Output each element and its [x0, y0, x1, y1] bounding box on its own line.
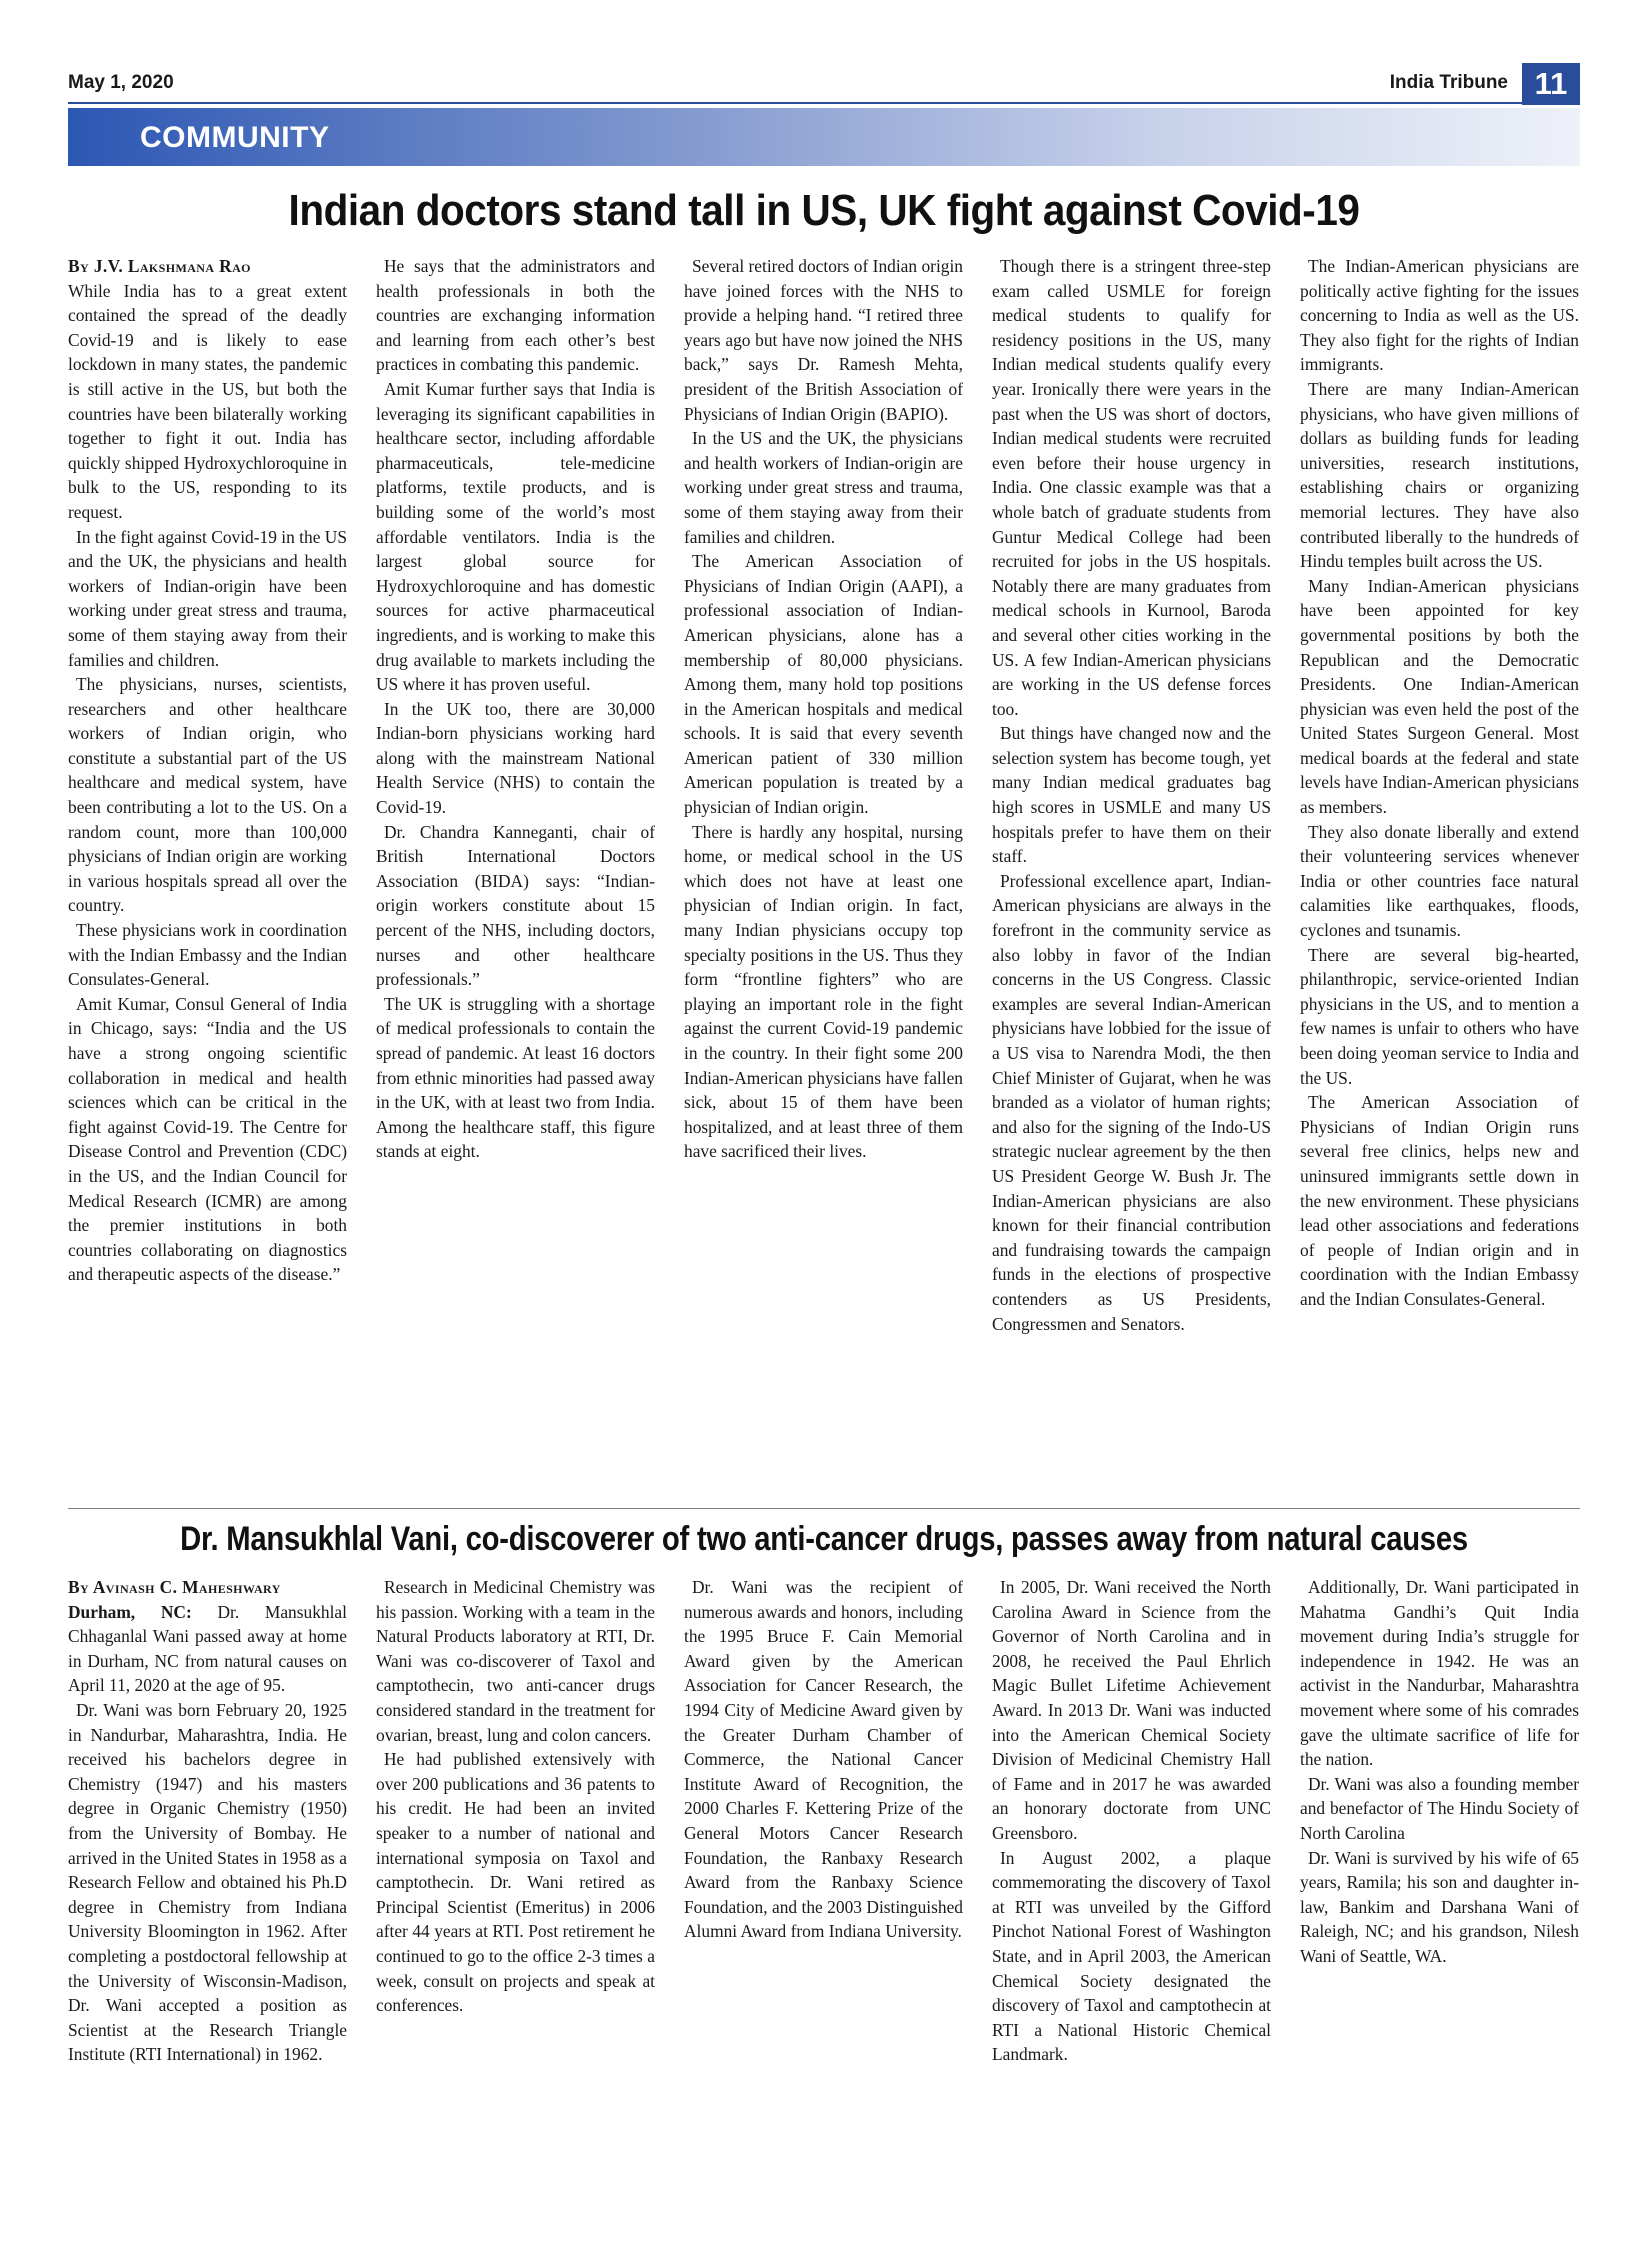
article-divider [68, 1508, 1580, 1509]
article1-paragraph: Many Indian-American physicians have been appointed for key governmental positions by both the Republican and the Democratic Presidents. One Indian-American physician was even held the post of the United States Surgeon General. Most medical boards at the federal and state levels have Indian-American physicians as members. [1300, 575, 1579, 818]
page-number: 11 [1522, 63, 1580, 105]
article2-byline: By Avinash C. Maheshwary [68, 1577, 281, 1597]
article1-paragraph: Dr. Chandra Kanneganti, chair of British International Doctors Association (BIDA) says: “Indian-origin workers constitute about 15 percent of the NHS, including doctors, nurses and other healthcare professionals.” [376, 821, 655, 990]
article1-paragraph: Several retired doctors of Indian origin have joined forces with the NHS to provide a helping hand. “I retired three years ago but have now joined the NHS back,” says Dr. Ramesh Mehta, president of the British Association of Physicians of Indian Origin (BAPIO). [684, 256, 963, 424]
article2-column-5 [1300, 1575, 1579, 2215]
article1-paragraph: While India has to a great extent contained the spread of the deadly Covid-19 and is likely to ease lockdown in many states, the pandemic is still active in the US, but both the countries have been bilaterally working together to fight it out. India has quickly shipped Hydroxychloroquine in bulk to the US, responding to its request. [68, 280, 347, 522]
article2-lead: Dr. Mansukhlal Chhaganlal Wani passed away at home in Durham, NC from natural causes on April 11, 2020 at the age of 95. [68, 1601, 347, 1696]
article1-paragraph: They also donate liberally and extend their volunteering services whenever India or other countries face natural calamities like earthquakes, floods, cyclones and tsunamis. [1300, 821, 1579, 941]
article1-body [68, 254, 1580, 1496]
article2-paragraph: Dr. Wani was the recipient of numerous awards and honors, including the 1995 Bruce F. Cain Memorial Award given by the American Association for Cancer Research, the 1994 City of Medicine Award given by the Greater Durham Chamber of Commerce, the National Cancer Institute Award of Recognition, the 2000 Charles F. Kettering Prize of the General Motors Cancer Research Foundation, the Ranbaxy Research Award from the Ranbaxy Science Foundation, and the 2003 Distinguished Alumni Award from Indiana University. [684, 1577, 963, 1942]
article1-column-4 [992, 254, 1271, 1496]
article2-dateline: Durham, NC: [68, 1601, 192, 1622]
article1-byline: By J.V. Lakshmana Rao [68, 256, 251, 276]
article1-paragraph: In the US and the UK, the physicians and health workers of Indian-origin are working under great stress and trauma, some of them staying away from their families and children. [684, 428, 963, 547]
article2-column-1 [68, 1575, 347, 2215]
article2-paragraph: He had published extensively with over 200 publications and 36 patents to his credit. He had been an invited speaker to a number of national and international symposia on Taxol and camptothecin. Dr. Wani retired as Principal Scientist (Emeritus) in 2006 after 44 years at RTI. Post retirement he continued to go to the office 2-3 times a week, consult on projects and speak at conferences. [376, 1749, 655, 2016]
article1-paragraph: These physicians work in coordination with the Indian Embassy and the Indian Consulates-General. [68, 920, 347, 990]
article2-paragraph: In August 2002, a plaque commemorating the discovery of Taxol at RTI was unveiled by the Gifford Pinchot National Forest of Washington State, and in April 2003, the American Chemical Society designated the discovery of Taxol and camptothecin at RTI a National Historic Chemical Landmark. [992, 1847, 1271, 2065]
header-rule [68, 102, 1523, 104]
article1-paragraph: The Indian-American physicians are politically active fighting for the issues concerning to India as well as the US. They also fight for the rights of Indian immigrants. [1300, 256, 1579, 375]
article1-column-2 [376, 254, 655, 1496]
article1-paragraph: The American Association of Physicians of Indian Origin (AAPI), a professional association of Indian-American physicians, alone has a membership of 80,000 physicians. Among them, many hold top positions in the American hospitals and medical schools. It is said that every seventh American patient of 330 million American population is treated by a physician of Indian origin. [684, 551, 963, 818]
article2-paragraph: In 2005, Dr. Wani received the North Carolina Award in Science from the Governor of North Carolina and in 2008, he received the Paul Ehrlich Magic Bullet Lifetime Achievement Award. In 2013 Dr. Wani was inducted into the American Chemical Society Division of Medicinal Chemistry Hall of Fame and in 2017 he was awarded an honorary doctorate from UNC Greensboro. [992, 1577, 1271, 1843]
article1-paragraph: Though there is a stringent three-step exam called USMLE for foreign medical students to qualify for residency positions in the US, many Indian medical students qualify every year. Ironically there were years in the past when the US was short of doctors, Indian medical students were recruited even before their house urgency in India. One classic example was that a whole batch of graduate students from Guntur Medical College had been recruited for jobs in the US hospitals. Notably there are many graduates from medical schools in Kurnool, Baroda and several other cities working in the US. A few Indian-American physicians are working in the US defense forces too. [992, 256, 1271, 719]
article2-paragraph [68, 1600, 347, 1698]
article1-headline: Indian doctors stand tall in US, UK fight against Covid-19 [288, 186, 1360, 235]
article2-paragraph: Additionally, Dr. Wani participated in Mahatma Gandhi’s Quit India movement during India’s struggle for independence in 1942. He was an activist in the Nandurbar, Maharashtra movement where some of his comrades gave the ultimate sacrifice of life for the nation. [1300, 1577, 1579, 1770]
article2-column-4 [992, 1575, 1271, 2215]
article1-paragraph: The physicians, nurses, scientists, researchers and other healthcare workers of Indian origin, who constitute a substantial part of the US healthcare and medical system, have been contributing a lot to the US. On a random count, more than 100,000 physicians of Indian origin are working in various hospitals spread all over the country. [68, 674, 347, 916]
issue-date: May 1, 2020 [68, 72, 174, 93]
article1-paragraph: The American Association of Physicians of Indian Origin runs several free clinics, helps new and uninsured immigrants settle down in the new environment. These physicians lead other associations and federations of people of Indian origin and in coordination with the Indian Embassy and the Indian Consulates-General. [1300, 1092, 1579, 1309]
section-label: COMMUNITY [140, 121, 330, 154]
article1-paragraph: Amit Kumar, Consul General of India in Chicago, says: “India and the US have a strong ongoing scientific collaboration in medical and health sciences which can be critical in the fight against Covid-19. The Centre for Disease Control and Prevention (CDC) in the US, and the Indian Council for Medical Research (ICMR) are among the premier institutions in both countries collaborating on diagnostics and therapeutic aspects of the disease.” [68, 993, 347, 1285]
article2-paragraph: Dr. Wani is survived by his wife of 65 years, Ramila; his son and daughter in-law, Bankim and Darshana Wani of Raleigh, NC; and his grandson, Nilesh Wani of Seattle, WA. [1300, 1847, 1579, 1966]
article1-paragraph: In the UK too, there are 30,000 Indian-born physicians working hard along with the mainstream National Health Service (NHS) to contain the Covid-19. [376, 698, 655, 818]
article2-paragraph: Dr. Wani was also a founding member and benefactor of The Hindu Society of North Carolina [1300, 1773, 1579, 1843]
article1-paragraph: There is hardly any hospital, nursing home, or medical school in the US which does not have at least one physician of Indian origin. In fact, many Indian physicians occupy top specialty positions in the US. Thus they form “frontline fighters” who are playing an important role in the fight against the current Covid-19 pandemic in the country. In their fight some 200 Indian-American physicians have fallen sick, about 15 of them have been hospitalized, and at least three of them have sacrificed their lives. [684, 821, 963, 1162]
article1-column-3 [684, 254, 963, 1496]
article1-paragraph: There are several big-hearted, philanthropic, service-oriented Indian physicians in the US, and to mention a few names is unfair to others who have been doing yeoman service to India and the US. [1300, 944, 1579, 1088]
article1-paragraph: But things have changed now and the selection system has become tough, yet many Indian medical graduates bag high scores in USMLE and many US hospitals prefer to have them on their staff. [992, 723, 1271, 867]
article1-column-1 [68, 254, 347, 1496]
article2-column-2 [376, 1575, 655, 2215]
article2-paragraph: Research in Medicinal Chemistry was his passion. Working with a team in the Natural Products laboratory at RTI, Dr. Wani was co-discoverer of Taxol and camptothecin, two anti-cancer drugs considered standard in the treatment for ovarian, breast, lung and colon cancers. [376, 1577, 655, 1745]
article1-paragraph: In the fight against Covid-19 in the US and the UK, the physicians and health workers of Indian-origin have been working under great stress and trauma, some of them staying away from their families and children. [68, 526, 347, 670]
article2-column-3 [684, 1575, 963, 2215]
publication-name: India Tribune [1389, 72, 1508, 93]
article1-paragraph: Amit Kumar further says that India is leveraging its significant capabilities in healthcare sector, including affordable pharmaceuticals, tele-medicine platforms, textile products, and is building some of the world’s most affordable ventilators. India is the largest global source for Hydroxychloroquine and has domestic sources for active pharmaceutical ingredients, and is working to make this drug available to markets including the US where it has proven useful. [376, 378, 655, 695]
article1-paragraph: The UK is struggling with a shortage of medical professionals to contain the spread of pandemic. At least 16 doctors from ethnic minorities had passed away in the UK, with at least two from India. Among the healthcare staff, this figure stands at eight. [376, 993, 655, 1162]
article1-paragraph: Professional excellence apart, Indian-American physicians are always in the forefront in the community service as also lobby in favor of the Indian concerns in the US Congress. Classic examples are several Indian-American physicians have lobbied for the issue of a US visa to Narendra Modi, the then Chief Minister of Gujarat, when he was branded as a violator of human rights; and also for the signing of the Indo-US strategic nuclear agreement by the then US President George W. Bush Jr. The Indian-American physicians are also known for their financial contribution and fundraising towards the campaign funds in the elections of prospective contenders as US Presidents, Congressmen and Senators. [992, 870, 1271, 1334]
article2-body [68, 1575, 1580, 2215]
article2-headline: Dr. Mansukhlal Vani, co-discoverer of two anti-cancer drugs, passes away from natural causes [180, 1520, 1468, 1558]
article2-paragraph: Dr. Wani was born February 20, 1925 in Nandurbar, Maharashtra, India. He received his bachelors degree in Chemistry (1947) and his masters degree in Organic Chemistry (1950) from the University of Bombay. He arrived in the United States in 1958 as a Research Fellow and obtained his Ph.D degree in Chemistry from Indiana University Bloomington in 1962. After completing a postdoctoral fellowship at the University of Wisconsin-Madison, Dr. Wani accepted a position as Scientist at the Research Triangle Institute (RTI International) in 1962. [68, 1699, 347, 2065]
article1-paragraph: There are many Indian-American physicians, who have given millions of dollars as building funds for leading universities, research institutions, establishing chairs or organizing memorial lectures. They have also contributed liberally to the hundreds of Hindu temples built across the US. [1300, 378, 1579, 572]
article1-column-5 [1300, 254, 1579, 1496]
article1-paragraph: He says that the administrators and health professionals in both the countries are exchanging information and learning from each other’s best practices in combating this pandemic. [376, 256, 655, 375]
